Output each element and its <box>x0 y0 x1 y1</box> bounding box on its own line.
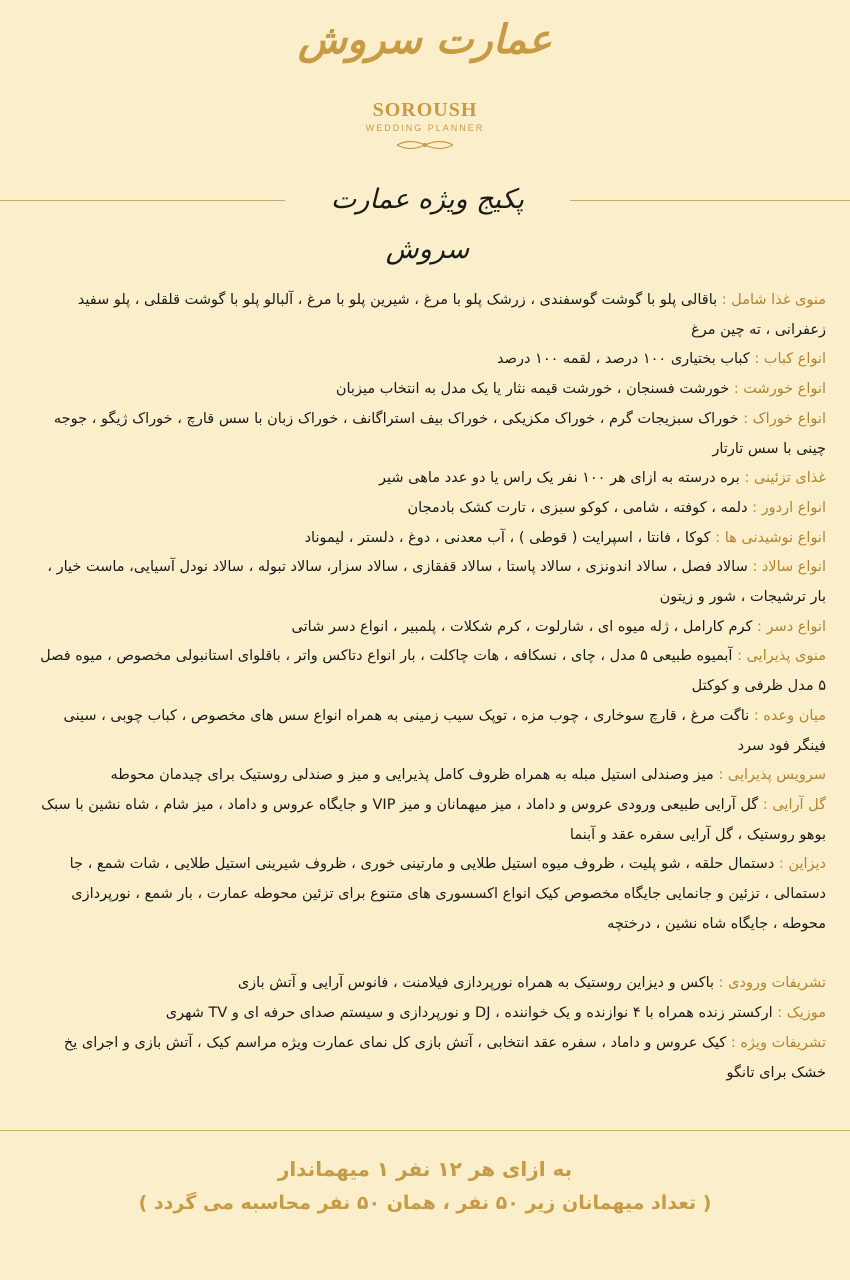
item-label: انواع کباب : <box>754 351 826 368</box>
item-text: خوراک سبزیجات گرم ، خوراک مکزیکی ، خوراک بیف استراگانف ، خوراک زبان با سس قارچ ، خوراک ژیگو ، جوجه چینی با سس تارتار <box>53 410 826 457</box>
section-gap <box>28 939 826 969</box>
item-label: انواع دسر : <box>757 618 826 635</box>
item-text: باکس و دیزاین روستیک به همراه نورپردازی فیلامنت ، فانوس آرایی و آتش بازی <box>237 975 719 992</box>
item-label: انواع اردور : <box>752 499 826 516</box>
item-text: باقالی پلو با گوشت گوسفندی ، زرشک پلو با مرغ ، شیرین پلو با مرغ ، آلبالو پلو با گوشت قلقلی ، پلو سفید زعفرانی ، ته چین مرغ <box>77 292 826 338</box>
list-item <box>28 464 826 494</box>
item-text: گل آرایی طبیعی ورودی عروس و داماد ، میز میهمانان و میز VIP و جایگاه عروس و داماد ، میز شام ، شاه نشین با سبک بوهو روستیک ، گل آرایی سفره عقد و آبنما <box>41 796 826 843</box>
item-text: آبمیوه طبیعی ۵ مدل ، چای ، نسکافه ، هات چاکلت ، بار انواع دتاکس واتر ، باقلوای استانبولی مخصوص ، میوه فصل ۵ مدل ظرفی و کوکتل <box>40 648 826 695</box>
list-item <box>28 286 826 345</box>
list-item <box>28 1029 826 1088</box>
item-label: دیزاین : <box>778 856 826 873</box>
footer-line-2: ( تعداد میهمانان زیر ۵۰ نفر ، همان ۵۰ نفر محاسبه می گردد ) <box>138 1192 712 1214</box>
list-item <box>28 524 826 554</box>
item-label: انواع نوشیدنی ها : <box>715 529 826 546</box>
footer-line-1: به ازای هر ۱۲ نفر ۱ میهماندار <box>277 1157 573 1181</box>
item-text: دلمه ، کوفته ، شامی ، کوکو سبزی ، تارت کشک بادمجان <box>407 499 753 516</box>
ornament-icon <box>395 138 455 152</box>
page-title: پکیج ویژه عمارت سروش <box>330 184 525 265</box>
list-item <box>28 999 826 1029</box>
list-item <box>28 494 826 524</box>
item-text: ارکستر زنده همراه با ۴ نوازنده و یک خواننده ، DJ و نورپردازی و سیستم صدای حرفه ای و TV شهری <box>165 1005 778 1022</box>
item-label: سرویس پذیرایی : <box>718 767 826 784</box>
item-label: موزیک : <box>777 1005 826 1022</box>
list-item <box>28 613 826 643</box>
title-row <box>0 175 850 265</box>
item-label: تشریفات ویژه : <box>730 1034 826 1051</box>
item-label: گل آرایی : <box>762 796 826 813</box>
item-label: انواع خوراک : <box>743 410 826 427</box>
item-text: کوکا ، فانتا ، اسپرایت ( قوطی ) ، آب معدنی ، دوغ ، دلستر ، لیموناد <box>304 529 716 546</box>
list-item <box>28 702 826 761</box>
title-divider-right <box>570 200 850 201</box>
list-item <box>28 969 826 999</box>
list-item <box>28 553 826 612</box>
item-text: دستمال حلقه ، شو پلیت ، ظروف میوه استیل طلایی و مارتینی خوری ، ظروف شیرینی استیل طلایی ، شات شمع ، جا دستمالی ، تزئین و جانمایی جایگاه مخصوص کیک انواع اکسسوری های متنوع برای تزئین محوطه عمارت ، بار شمع ، نورپردازی محوطه ، جایگاه شاه نشین ، درختچه <box>69 856 826 932</box>
list-item <box>28 850 826 939</box>
item-text: کباب بختیاری ۱۰۰ درصد ، لقمه ۱۰۰ درصد <box>497 351 755 368</box>
item-label: انواع خورشت : <box>733 381 826 398</box>
item-text: ناگت مرغ ، قارچ سوخاری ، چوب مزه ، توپک سیب زمینی به همراه انواع سس های مخصوص ، کباب چوبی ، سینی فینگر فود سرد <box>63 707 826 754</box>
footer-divider <box>0 1130 850 1131</box>
logo-persian-name: عمارت سروش <box>298 16 552 63</box>
list-item <box>28 791 826 850</box>
list-item <box>28 375 826 405</box>
list-item <box>28 405 826 464</box>
footer-note <box>0 1152 850 1220</box>
item-text: بره درسته به ازای هر ۱۰۰ نفر یک راس یا دو عدد ماهی شیر <box>379 470 745 487</box>
item-label: غذای تزئینی : <box>744 470 826 487</box>
item-text: خورشت فسنجان ، خورشت قیمه نثار یا یک مدل به انتخاب میزبان <box>335 381 734 398</box>
logo-english-name: SOROUSH <box>372 99 478 121</box>
item-label: تشریفات ورودی : <box>718 975 826 992</box>
item-label: منوی غذا شامل : <box>721 292 826 308</box>
logo-subtitle: WEDDING PLANNER <box>365 123 485 133</box>
item-label: میان وعده : <box>753 707 826 724</box>
item-text: سالاد فصل ، سالاد اندونزی ، سالاد پاستا ، سالاد قفقازی ، سالاد سزار، سالاد تبوله ، سالاد نودل آسیایی، ماست خیار ، بار ترشیجات ، شور و زیتون <box>47 559 826 606</box>
title-divider-left <box>0 200 285 201</box>
brand-logo <box>0 10 850 152</box>
package-details <box>28 286 826 1088</box>
list-item <box>28 761 826 791</box>
list-item <box>28 642 826 701</box>
list-item <box>28 345 826 375</box>
item-text: کیک عروس و داماد ، سفره عقد انتخابی ، آتش بازی کل نمای عمارت ویژه مراسم کیک ، آتش بازی و اجرای یخ خشک برای تانگو <box>63 1034 826 1081</box>
item-text: میز وصندلی استیل مبله به همراه ظروف کامل پذیرایی و میز و صندلی روستیک برای چیدمان محوطه <box>110 767 719 784</box>
item-text: کرم کارامل ، ژله میوه ای ، شارلوت ، کرم شکلات ، پلمبیر ، انواع دسر شاتی <box>291 618 758 635</box>
item-label: منوی پذیرایی : <box>737 648 826 665</box>
item-label: انواع سالاد : <box>752 559 826 576</box>
